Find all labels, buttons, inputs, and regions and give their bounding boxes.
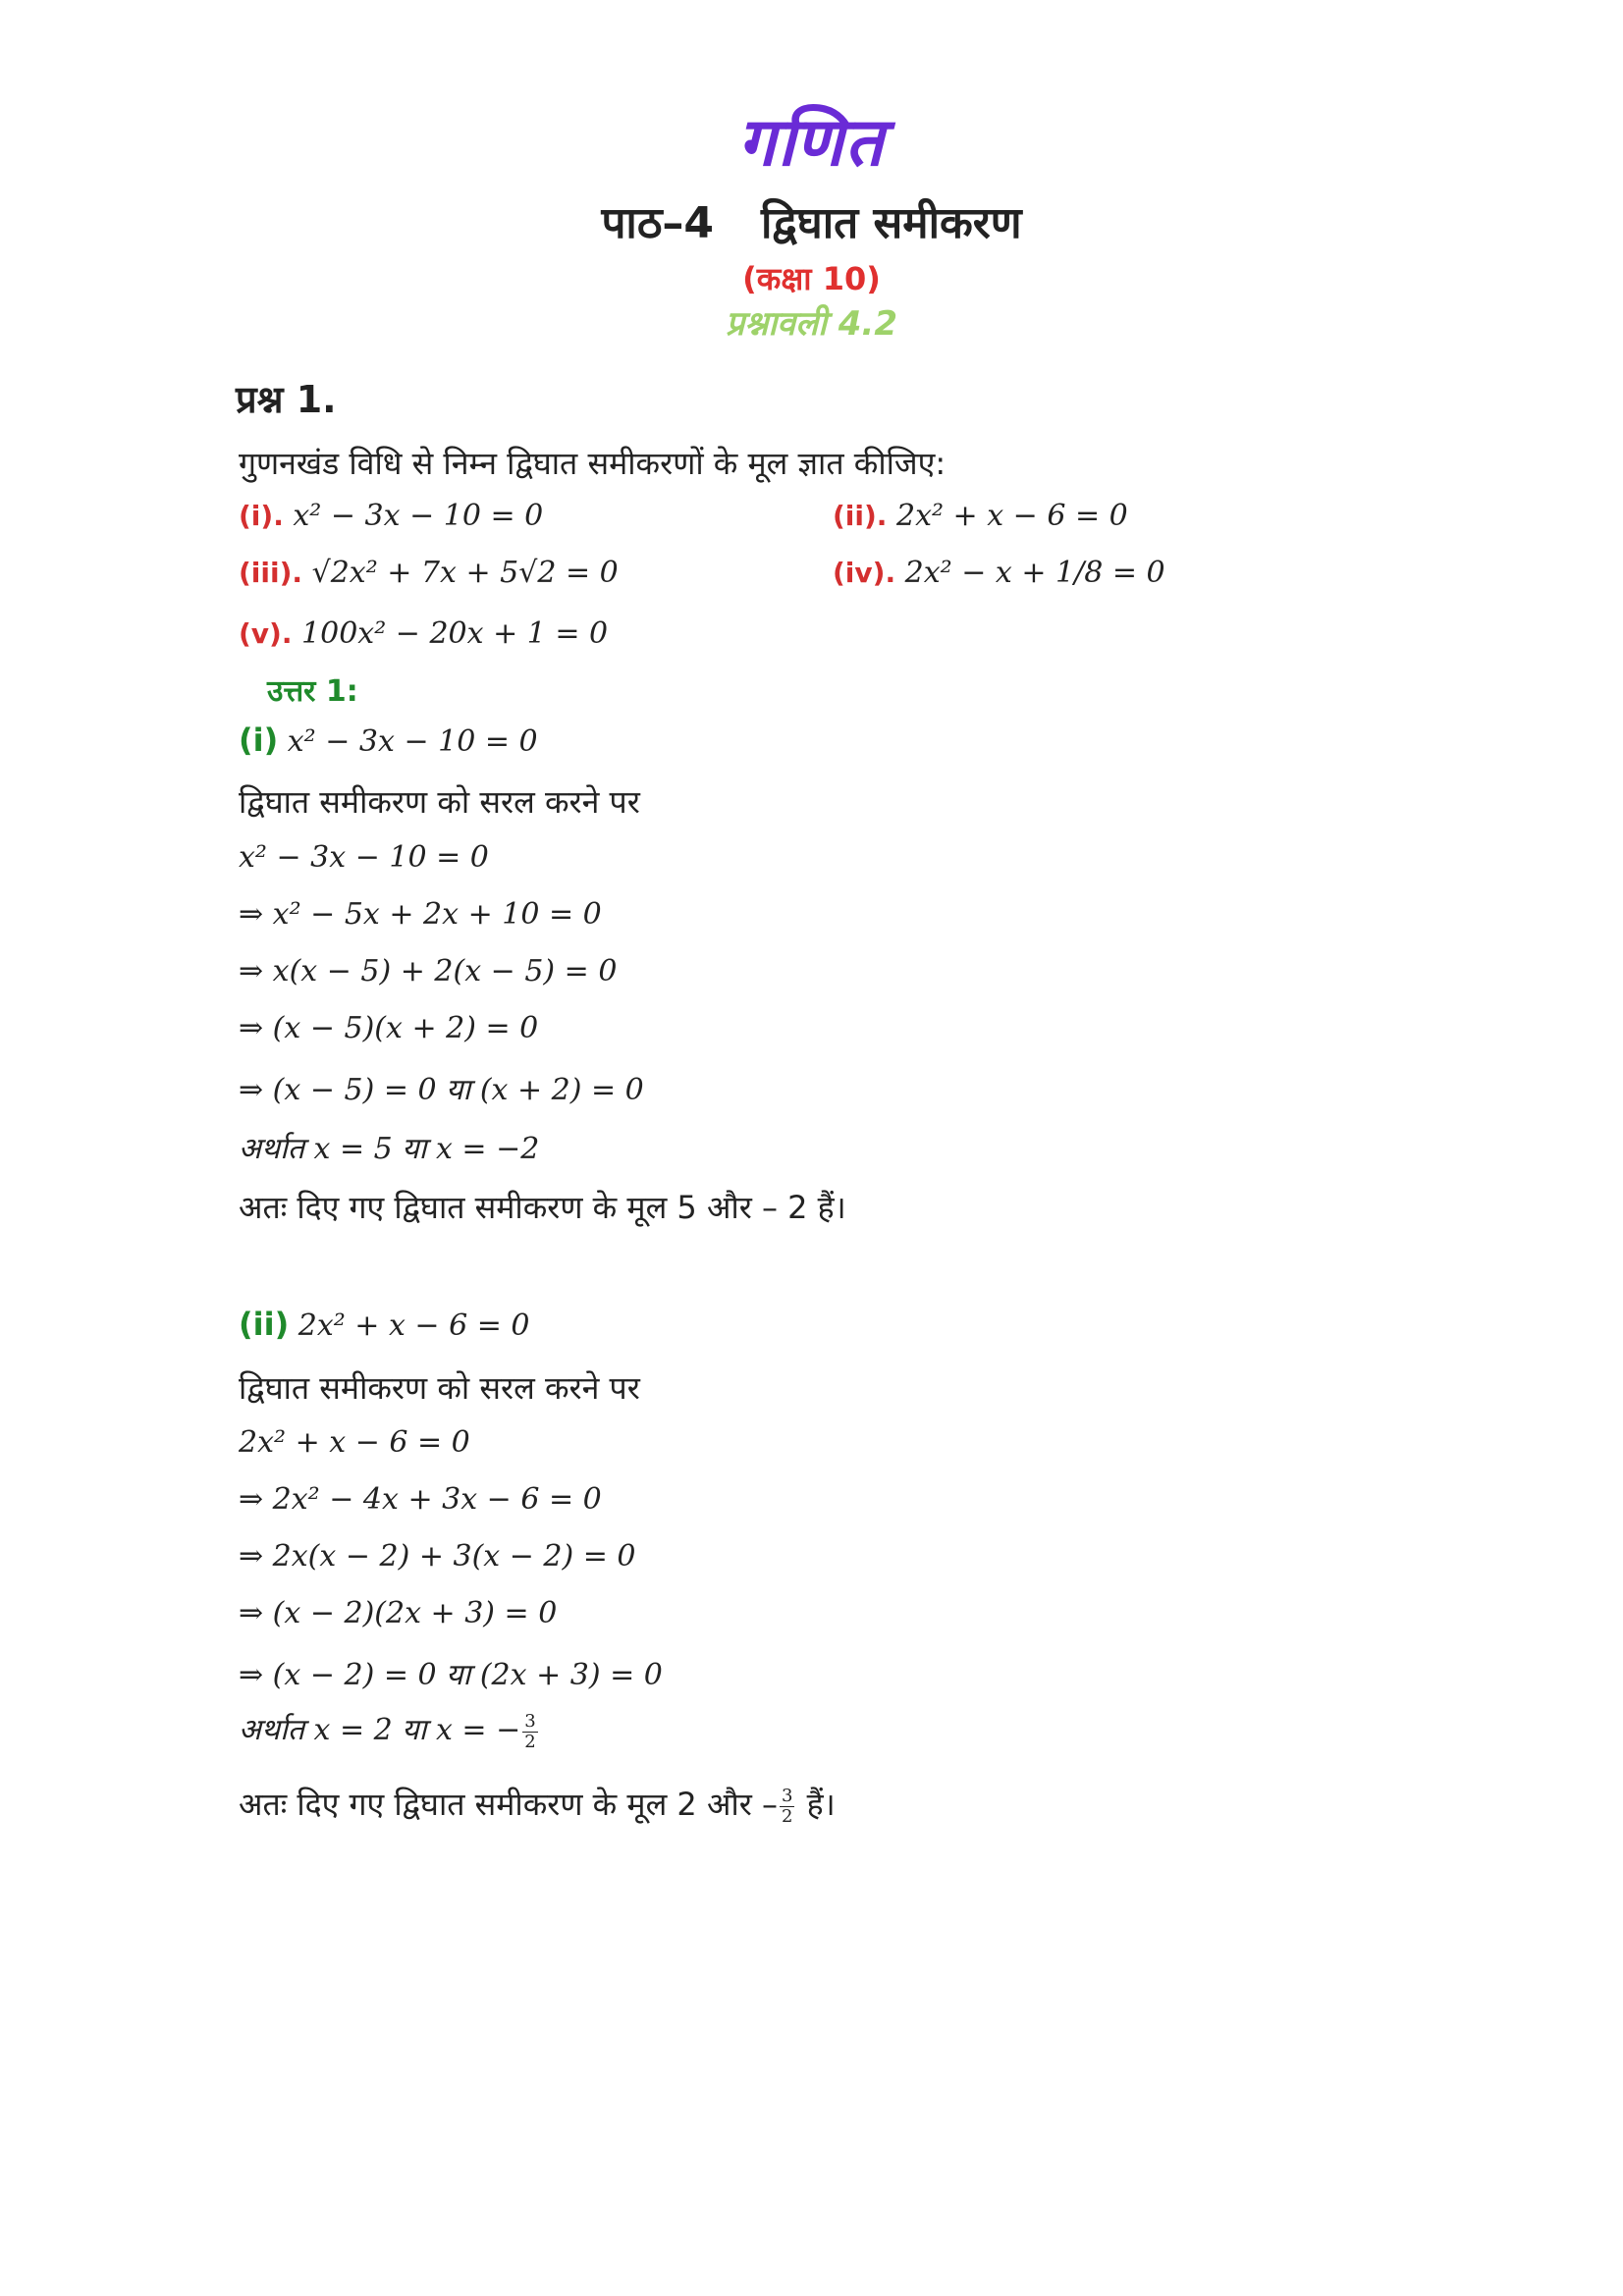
fraction-denominator: 2 [524, 1731, 536, 1752]
solution-step: ⇒ (x − 2)(2x + 3) = 0 [239, 1596, 558, 1630]
question-instruction: गुणनखंड विधि से निम्न द्विघात समीकरणों के मूल ज्ञात कीजिए: [239, 445, 947, 482]
chapter-number: पाठ–4 [601, 198, 715, 248]
subject-title: गणित [737, 104, 886, 182]
part-equation: √2x² + 7x + 5√2 = 0 [311, 556, 619, 590]
solution-step: ⇒ (x − 2) = 0 या (2x + 3) = 0 [239, 1658, 663, 1692]
fraction-denominator: 2 [781, 1805, 793, 1827]
fraction-numerator: 3 [781, 1785, 793, 1806]
part-equation: 2x² + x − 6 = 0 [895, 499, 1128, 533]
solution-result: अर्थात x = 5 या x = −2 [239, 1132, 540, 1166]
result-text: अर्थात x = 2 या x = − [239, 1713, 521, 1747]
fraction-numerator: 3 [524, 1710, 536, 1732]
answer-part-ii-title [239, 1306, 530, 1343]
fraction [780, 1787, 794, 1827]
part-label: (ii) [239, 1306, 290, 1343]
exercise-label: प्रश्नावली 4.2 [725, 304, 898, 344]
solution-result [239, 1708, 540, 1752]
part-label: (ii). [833, 500, 888, 532]
part-label: (iii). [239, 557, 303, 589]
question-heading: प्रश्न 1. [236, 378, 337, 421]
part-equation: 2x² − x + 1/8 = 0 [904, 556, 1165, 590]
question-part-ii [833, 499, 1128, 533]
solution-step: ⇒ 2x² − 4x + 3x − 6 = 0 [239, 1482, 602, 1517]
solution-step: ⇒ x(x − 5) + 2(x − 5) = 0 [239, 954, 618, 988]
answer-part-i-title [239, 721, 538, 759]
part-equation: 2x² + x − 6 = 0 [298, 1308, 530, 1343]
part-label: (i) [239, 721, 279, 759]
part-equation: 100x² − 20x + 1 = 0 [301, 616, 609, 651]
conclusion-text: अतः दिए गए द्विघात समीकरण के मूल 2 और – [239, 1786, 778, 1823]
solution-step: ⇒ (x − 5) = 0 या (x + 2) = 0 [239, 1073, 644, 1107]
question-part-i [239, 499, 543, 533]
question-part-iii [239, 556, 619, 590]
answer-part-ii-conclusion [239, 1783, 836, 1827]
part-equation: x² − 3x − 10 = 0 [287, 724, 538, 759]
part-equation: x² − 3x − 10 = 0 [293, 499, 544, 533]
conclusion-suffix: हैं। [806, 1786, 836, 1823]
solution-step: x² − 3x − 10 = 0 [239, 840, 489, 875]
solution-step: ⇒ 2x(x − 2) + 3(x − 2) = 0 [239, 1539, 636, 1574]
part-label: (v). [239, 617, 293, 650]
answer-part-ii-intro: द्विघात समीकरण को सरल करने पर [239, 1369, 640, 1407]
answer-heading: उत्तर 1: [267, 674, 358, 709]
fraction [522, 1712, 537, 1752]
part-label: (i). [239, 500, 284, 532]
class-label: (कक्षा 10) [742, 260, 881, 297]
chapter-name: द्विघात समीकरण [761, 198, 1022, 248]
chapter-title [0, 191, 1623, 250]
answer-part-i-conclusion: अतः दिए गए द्विघात समीकरण के मूल 5 और – 2 हैं। [239, 1189, 846, 1226]
question-part-v [239, 616, 608, 651]
part-label: (iv). [833, 557, 896, 589]
question-part-iv [833, 556, 1165, 590]
solution-step: ⇒ (x − 5)(x + 2) = 0 [239, 1011, 539, 1045]
answer-part-i-intro: द्विघात समीकरण को सरल करने पर [239, 783, 640, 821]
solution-step: ⇒ x² − 5x + 2x + 10 = 0 [239, 897, 602, 932]
solution-step: 2x² + x − 6 = 0 [239, 1425, 470, 1460]
